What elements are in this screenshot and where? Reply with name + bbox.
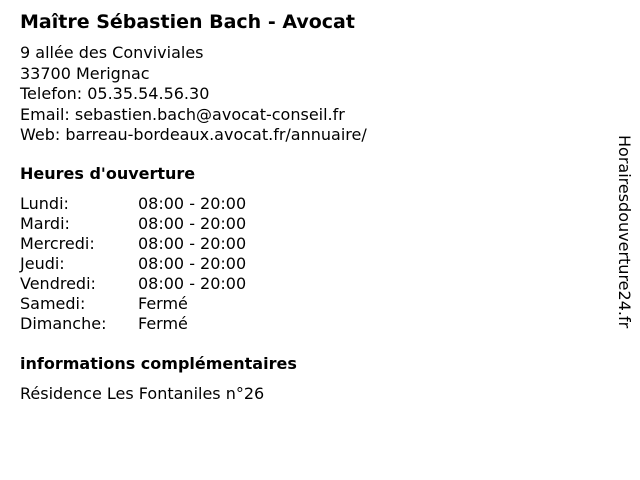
hours-row-tuesday [20,214,246,234]
address-line-2: 33700 Merignac [20,63,150,83]
email-line [20,105,367,126]
phone-number[interactable]: 05.35.54.56.30 [87,84,210,103]
day-label: Vendredi: [20,274,96,293]
phone-label: Telefon: [20,84,83,103]
email-label: Email: [20,104,70,124]
web-label: Web: [20,125,61,144]
email-link[interactable]: sebastien.bach@avocat-conseil.fr [74,104,345,124]
phone-line [20,84,367,105]
hours-row-thursday [20,254,246,274]
time-value: 08:00 - 20:00 [138,254,247,273]
opening-hours-table [20,194,246,334]
time-value: Fermé [138,294,188,313]
contact-block [20,43,367,146]
additional-info-text: Résidence Les Fontaniles n°26 [20,384,265,403]
day-label: Mercredi: [20,234,95,253]
time-value: 08:00 - 20:00 [138,234,247,253]
opening-hours-heading: Heures d'ouverture [20,164,196,183]
day-label: Mardi: [20,214,70,233]
web-line [20,125,367,146]
hours-row-saturday [20,294,246,314]
hours-row-friday [20,274,246,294]
day-label: Dimanche: [20,314,107,333]
page-title: Maître Sébastien Bach - Avocat [20,11,355,33]
hours-row-wednesday [20,234,246,254]
hours-row-monday [20,194,246,214]
day-label: Lundi: [20,194,69,213]
time-value: Fermé [138,314,188,333]
day-label: Jeudi: [20,254,65,273]
time-value: 08:00 - 20:00 [138,274,247,293]
day-label: Samedi: [20,294,86,313]
time-value: 08:00 - 20:00 [138,214,247,233]
time-value: 08:00 - 20:00 [138,194,247,213]
site-watermark: Horairesdouverture24.fr [615,135,634,329]
hours-row-sunday [20,314,246,334]
additional-info-heading: informations complémentaires [20,354,297,373]
address-line-1: 9 allée des Conviviales [20,43,204,62]
web-link[interactable]: barreau-bordeaux.avocat.fr/annuaire/ [65,125,367,144]
